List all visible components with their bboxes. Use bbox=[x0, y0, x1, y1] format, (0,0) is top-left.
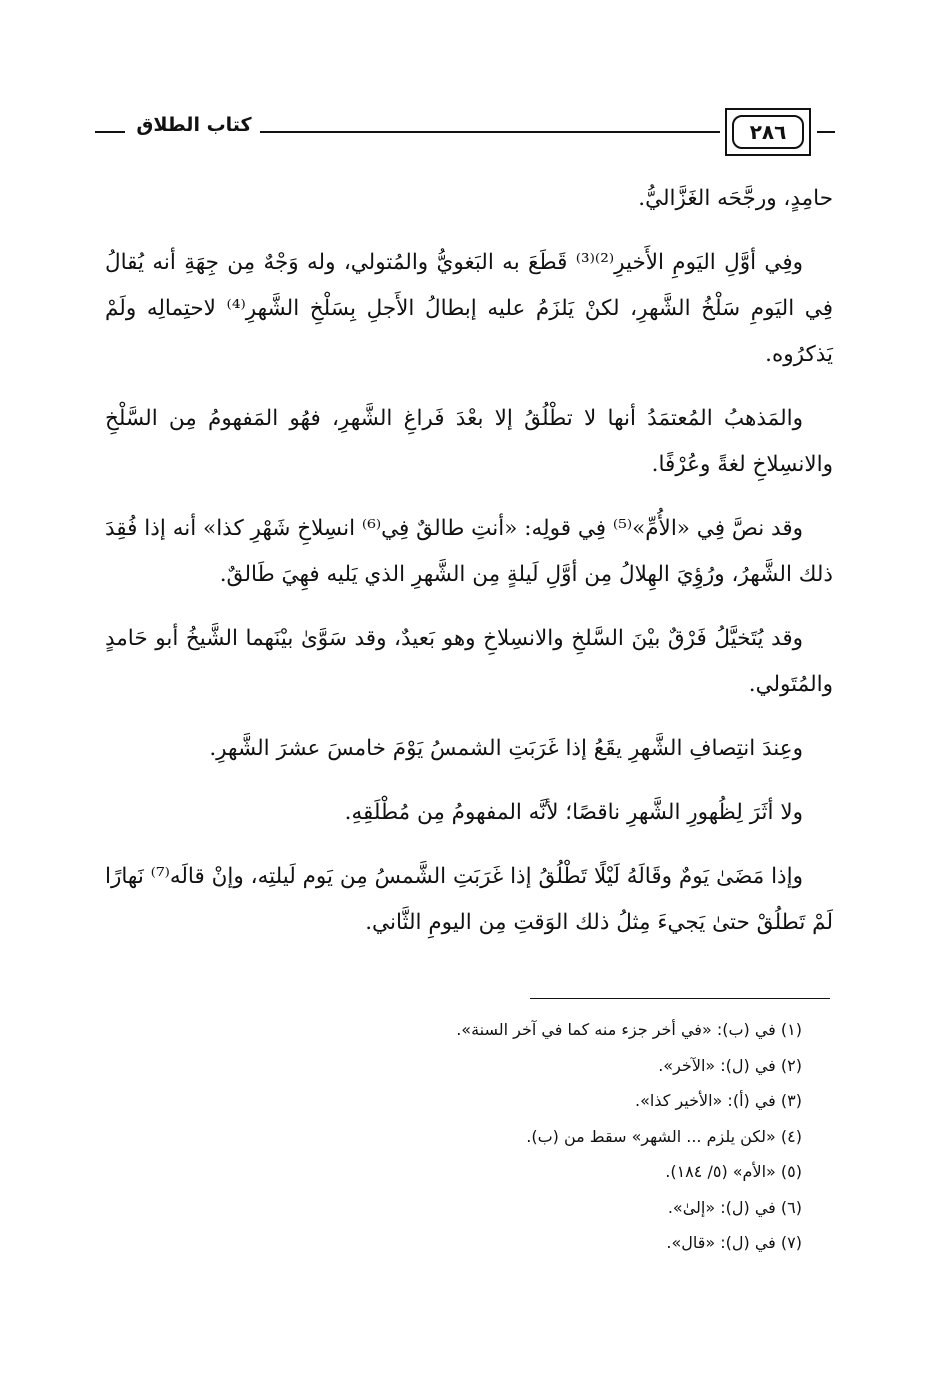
footnote-item: (٤) «لكن يلزم ... الشهر» سقط من (ب). bbox=[526, 1126, 802, 1146]
running-book-title: كتاب الطلاق bbox=[136, 114, 252, 136]
header-dash-left bbox=[95, 131, 125, 133]
footnote-item: (٦) في (ل): «إلىٰ». bbox=[667, 1197, 802, 1217]
page-header bbox=[95, 108, 835, 162]
footnote-item: (٢) في (ل): «الآخر». bbox=[658, 1055, 802, 1075]
paragraph: والمَذهبُ المُعتمَدُ أنها لا تطْلُقُ إلا بعْدَ فَراغِ الشَّهرِ، فهُو المَفهومُ مِن السَّلْخِ والانسِلاخِ لغةً وعُرْفًا. bbox=[105, 406, 833, 477]
footnote-item: (٧) في (ل): «قال». bbox=[666, 1233, 802, 1252]
paragraph: وقد نصَّ فِي «الأُمِّ»⁽⁵⁾ فِي قولِه: «أنتِ طالقٌ فِي⁽⁶⁾ انسِلاخِ شَهْرِ كذا» أنه إذا فُقِدَ ذلك الشَّهرُ، ورُؤِيَ الهِلالُ مِن أوَّلِ لَيلةٍ مِن الشَّهرِ الذي يَليه فهِيَ طَالقٌ. bbox=[105, 516, 833, 587]
paragraph: ولا أثَرَ لِظُهورِ الشَّهرِ ناقصًا؛ لأنَّه المفهومُ مِن مُطْلَقِهِ. bbox=[344, 800, 803, 825]
footnote-item: (٥) «الأم» (٥/ ١٨٤). bbox=[665, 1162, 802, 1181]
footnotes bbox=[300, 1012, 802, 1261]
page-number: ٢٨٦ bbox=[732, 115, 804, 149]
paragraph: وإذا مَضَىٰ يَومٌ وقَالَهُ لَيْلًا تَطْلُقُ إذا غَرَبَتِ الشَّمسُ مِن يَوم لَيلتِه، وإنْ قالَه⁽⁷⁾ نَهارًا لَمْ تَطلُقْ حتىٰ يَجيءَ مِثلُ ذلك الوَقتِ مِن اليومِ الثَّاني. bbox=[105, 864, 833, 935]
footnote-item: (١) في (ب): «في أخر جزء منه كما في آخر السنة». bbox=[456, 1020, 802, 1039]
paragraph: حامِدٍ، ورجَّحَه الغَزَّاليُّ. bbox=[638, 186, 833, 211]
footnote-item: (٣) في (أ): «الأخير كذا». bbox=[635, 1091, 802, 1110]
page-number-frame bbox=[725, 108, 811, 156]
header-rule bbox=[260, 131, 720, 133]
footnote-separator bbox=[530, 998, 830, 999]
paragraph: وفِي أوَّلِ اليَومِ الأَخيرِ⁽²⁾⁽³⁾ قَطَعَ به البَغويُّ والمُتولي، وله وَجْهٌ مِن جِهَةِ أنه يُقالُ فِي اليَومِ سَلْخُ الشَّهرِ، لكنْ يَلزَمُ عليه إبطالُ الأَجلِ بِسَلْخِ الشَّهرِ⁽⁴⁾ لاحتِمالِه ولَمْ يَذكرُوه. bbox=[105, 250, 833, 367]
paragraph: وقد يُتَخيَّلُ فَرْقٌ بيْنَ السَّلخِ والانسِلاخِ وهو بَعيدٌ، وقد سَوَّىٰ بيْنَهما الشَّيخُ أبو حَامدٍ والمُتَولي. bbox=[105, 626, 833, 697]
header-dash-right bbox=[817, 131, 835, 133]
main-text bbox=[105, 176, 833, 964]
paragraph: وعِندَ انتِصافِ الشَّهرِ يقَعُ إذا غَرَبَتِ الشمسُ يَوْمَ خامسَ عشرَ الشَّهرِ. bbox=[209, 736, 803, 761]
